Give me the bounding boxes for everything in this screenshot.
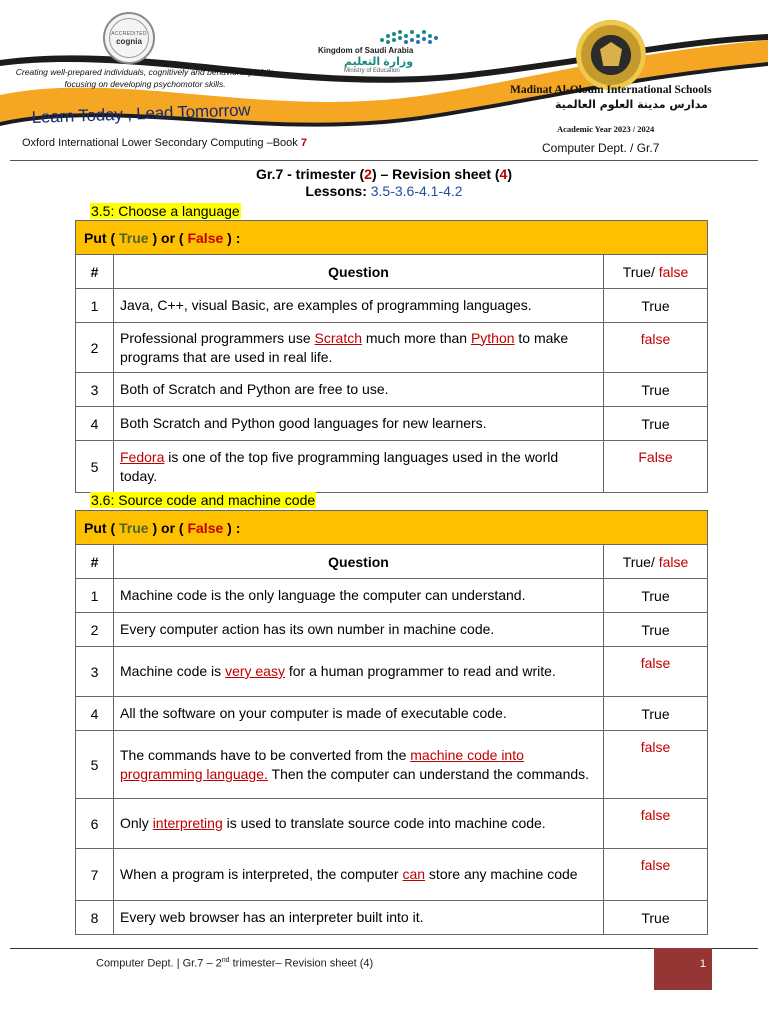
instruction-prefix: Put ( <box>84 519 119 536</box>
table-row <box>76 647 708 697</box>
question-number: 8 <box>76 901 114 935</box>
footer-superscript: nd <box>221 957 230 964</box>
question-text <box>114 579 604 613</box>
question-text-part: The commands have to be converted from the <box>120 746 411 763</box>
question-text <box>114 849 604 901</box>
answer-cell: false <box>604 731 708 799</box>
question-text <box>114 613 604 647</box>
department-label: Computer Dept. / Gr.7 <box>542 141 660 155</box>
question-text-part: for a human programmer to read and write. <box>284 663 556 679</box>
answer-cell: false <box>604 799 708 849</box>
title-text-1: Gr.7 - trimester ( <box>255 166 365 182</box>
answer-cell: false <box>604 323 708 373</box>
accreditation-top-text: ACCREDITED <box>111 30 147 37</box>
question-text-part: Then the computer can understand the commands. <box>267 765 590 782</box>
book-line-text: Oxford International Lower Secondary Computing –Book <box>22 137 301 149</box>
table-row <box>76 407 708 441</box>
table-row <box>76 441 708 493</box>
question-text <box>114 373 604 407</box>
instruction-mid: ) or ( <box>148 519 188 536</box>
question-number: 7 <box>76 849 114 901</box>
title-trimester: 2 <box>364 166 372 182</box>
header-divider <box>10 160 758 161</box>
title-text-2: ) – Revision sheet ( <box>371 166 500 182</box>
column-header-question: Question <box>114 545 604 579</box>
footer-suffix: trimester– Revision sheet (4) <box>229 957 374 970</box>
instruction-suffix: ) : <box>223 229 241 246</box>
answer-cell: True <box>604 697 708 731</box>
question-text-part: Java, C++, visual Basic, are examples of programming languages. <box>120 297 532 313</box>
answer-cell: True <box>604 289 708 323</box>
table-row <box>76 799 708 849</box>
question-text-part: Machine code is <box>120 663 226 679</box>
question-text-part: Professional programmers use <box>120 329 315 346</box>
header-true-label: True/ <box>622 553 655 570</box>
seal-emblem-icon <box>600 42 622 66</box>
question-text-part: When a program is interpreted, the computer <box>120 866 403 882</box>
table-row <box>76 731 708 799</box>
column-header-true-false <box>604 255 708 289</box>
question-number: 6 <box>76 799 114 849</box>
table-row <box>76 289 708 323</box>
lessons-line <box>0 183 768 199</box>
question-text-part: to make programs that are used in real life. <box>120 329 569 365</box>
accreditation-brand-text: cognia <box>116 36 142 46</box>
section-label: 3.6: Source code and machine code <box>91 492 316 508</box>
question-text <box>114 731 604 799</box>
question-table <box>75 220 708 493</box>
question-number: 2 <box>76 613 114 647</box>
mission-statement: Creating well-prepared individuals, cognitively and behaviorally while focusing on developing psychomotor skills. <box>15 67 275 89</box>
table-row <box>76 849 708 901</box>
slogan: Learn Today , Lead Tomorrow <box>31 100 251 128</box>
instruction-text <box>76 221 708 255</box>
ministry-country: Kingdom of Saudi Arabia <box>318 46 414 55</box>
question-text-part: much more than <box>362 329 471 346</box>
question-text <box>114 697 604 731</box>
highlighted-term: Fedora <box>120 448 165 465</box>
instruction-false: False <box>187 229 224 246</box>
page-title <box>0 166 768 182</box>
question-text-part: Both Scratch and Python good languages for new learners. <box>120 415 487 431</box>
question-text <box>114 901 604 935</box>
answer-cell: True <box>604 407 708 441</box>
answer-cell: True <box>604 901 708 935</box>
table-row <box>76 613 708 647</box>
question-number: 3 <box>76 373 114 407</box>
question-text-part: is used to translate source code into machine code. <box>222 815 546 831</box>
table-row <box>76 323 708 373</box>
instruction-prefix: Put ( <box>84 229 119 246</box>
question-text-part: store any machine code <box>425 866 578 882</box>
highlighted-term: machine code into programming language. <box>120 746 524 782</box>
question-number: 5 <box>76 441 114 493</box>
academic-year: Academic Year 2023 / 2024 <box>557 124 655 134</box>
title-sheet-number: 4 <box>499 166 508 182</box>
question-text-part: is one of the top five programming languages used in the world today. <box>120 448 559 484</box>
column-header-true-false <box>604 545 708 579</box>
ministry-english-name: Ministry of Education <box>344 68 400 74</box>
footer-divider <box>10 948 758 949</box>
highlighted-term: Python <box>470 329 515 346</box>
footer-text <box>96 957 373 970</box>
answer-cell: True <box>604 373 708 407</box>
school-seal-logo <box>576 20 646 90</box>
book-line <box>22 137 307 149</box>
question-number: 4 <box>76 697 114 731</box>
section-label: 3.5: Choose a language <box>91 203 240 219</box>
highlighted-term: can <box>402 866 426 882</box>
highlighted-term: interpreting <box>152 815 223 831</box>
page-number-box <box>654 948 712 990</box>
header-false-label: false <box>654 263 689 280</box>
question-number: 2 <box>76 323 114 373</box>
column-header-question: Question <box>114 255 604 289</box>
question-number: 5 <box>76 731 114 799</box>
question-number: 3 <box>76 647 114 697</box>
page-header <box>0 0 768 165</box>
highlighted-term: Scratch <box>314 329 362 346</box>
answer-cell: False <box>604 441 708 493</box>
column-header-number: # <box>76 255 114 289</box>
school-name-arabic: مدارس مدينة العلوم العالمية <box>555 98 708 111</box>
column-header-number: # <box>76 545 114 579</box>
question-text-part: Machine code is the only language the computer can understand. <box>120 587 526 603</box>
title-text-3: ) <box>507 166 512 182</box>
question-text-part: All the software on your computer is made of executable code. <box>120 705 507 721</box>
question-number: 1 <box>76 289 114 323</box>
answer-cell: True <box>604 579 708 613</box>
instruction-suffix: ) : <box>223 519 241 536</box>
question-text <box>114 323 604 373</box>
instruction-true: True <box>119 229 149 246</box>
lessons-label: Lessons: <box>305 183 367 199</box>
book-number: 7 <box>300 137 307 149</box>
instruction-row <box>76 221 708 255</box>
question-text <box>114 647 604 697</box>
question-text <box>114 289 604 323</box>
question-number: 4 <box>76 407 114 441</box>
lessons-value: 3.5-3.6-4.1-4.2 <box>366 183 463 199</box>
table-row <box>76 901 708 935</box>
page-number: 1 <box>699 958 706 970</box>
instruction-true: True <box>119 519 149 536</box>
table-row <box>76 373 708 407</box>
instruction-row <box>76 511 708 545</box>
question-text-part: Every computer action has its own number in machine code. <box>120 621 495 637</box>
instruction-mid: ) or ( <box>148 229 188 246</box>
question-text-part: Every web browser has an interpreter built into it. <box>120 909 424 925</box>
table-header-row <box>76 255 708 289</box>
question-text-part: Both of Scratch and Python are free to use. <box>120 381 389 397</box>
question-text-part: Only <box>120 815 153 831</box>
answer-cell: True <box>604 613 708 647</box>
table-row <box>76 579 708 613</box>
question-text <box>114 407 604 441</box>
instruction-text <box>76 511 708 545</box>
question-table <box>75 510 708 935</box>
instruction-false: False <box>187 519 224 536</box>
table-row <box>76 697 708 731</box>
table-header-row <box>76 545 708 579</box>
cognia-accreditation-logo <box>103 12 155 64</box>
header-true-label: True/ <box>622 263 655 280</box>
header-false-label: false <box>654 553 689 570</box>
ministry-arabic-name: وزارة التعليم <box>344 56 414 68</box>
footer-prefix: Computer Dept. | Gr.7 – 2 <box>96 957 222 970</box>
ministry-of-education-logo <box>314 26 444 76</box>
question-text <box>114 441 604 493</box>
highlighted-term: very easy <box>225 663 285 679</box>
question-text <box>114 799 604 849</box>
answer-cell: false <box>604 849 708 901</box>
answer-cell: false <box>604 647 708 697</box>
question-number: 1 <box>76 579 114 613</box>
school-name-english: Madinat Al-Oloum International Schools <box>510 84 712 96</box>
